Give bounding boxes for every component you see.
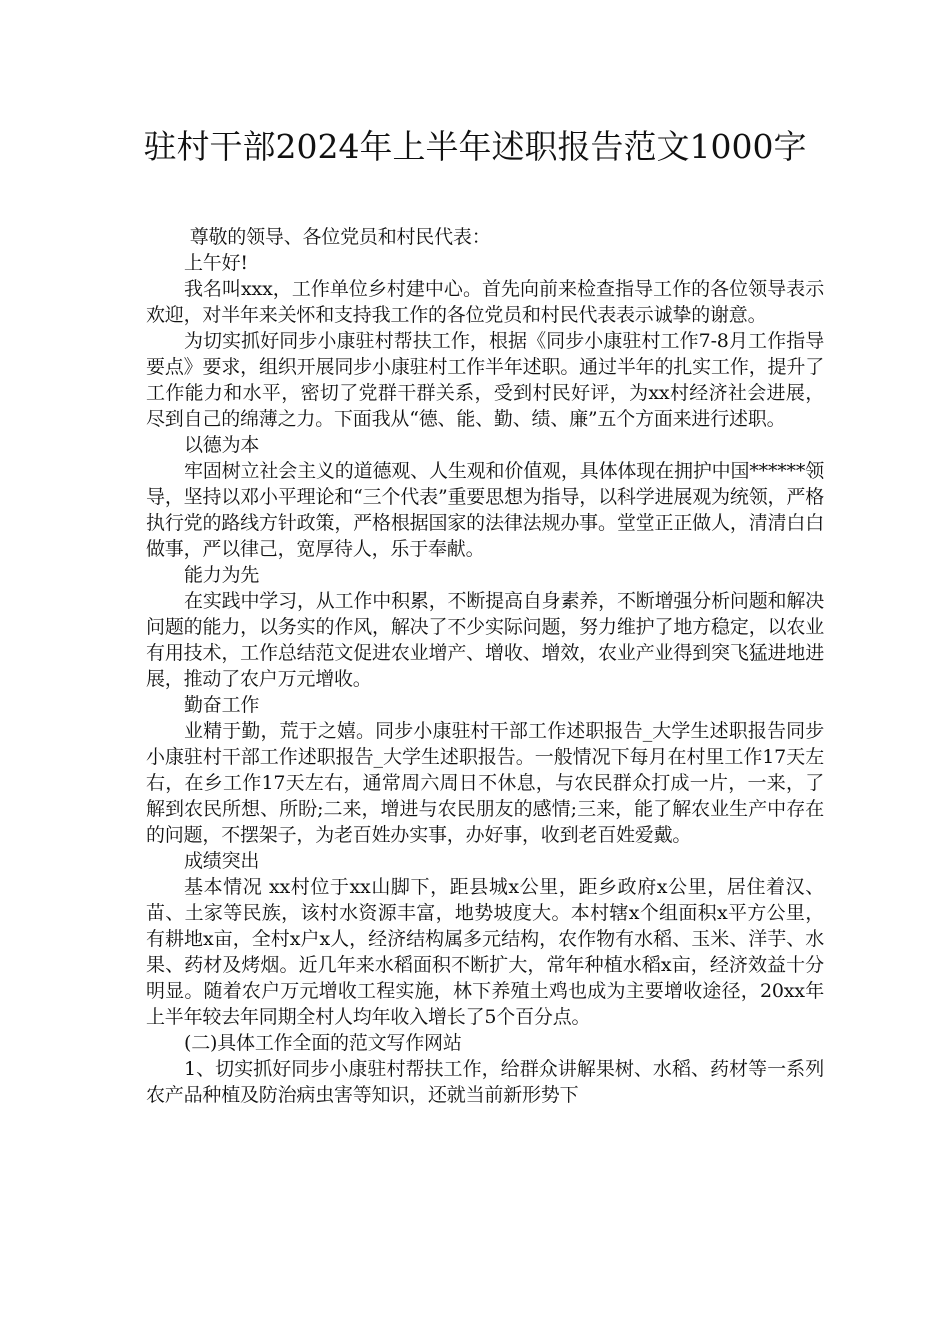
section-heading-diligence: 勤奋工作 <box>184 694 260 716</box>
document-body <box>146 224 824 1108</box>
virtue-paragraph: 牢固树立社会主义的道德观、人生观和价值观，具体体现在拥护中国******领导，坚持以邓小平理论和“三个代表”重要思想为指导，以科学进展观为统领，严格执行党的路线方针政策，严格根据国家的法律法规办事。堂堂正正做人，清清白白做事，严以律己，宽厚待人，乐于奉献。 <box>146 460 824 560</box>
salutation: 尊敬的领导、各位党员和村民代表： <box>189 226 491 248</box>
intro-paragraph: 我名叫xxx，工作单位乡村建中心。首先向前来检查指导工作的各位领导表示欢迎，对半年来关怀和支持我工作的各位党员和村民代表表示诚挚的谢意。 <box>146 278 824 326</box>
specific-work-paragraph: 1、切实抓好同步小康驻村帮扶工作，给群众讲解果树、水稻、药材等一系列农产品种植及防治病虫害等知识，还就当前新形势下 <box>146 1058 824 1106</box>
ability-paragraph: 在实践中学习，从工作中积累，不断提高自身素养，不断增强分析问题和解决问题的能力，以务实的作风，解决了不少实际问题，努力维护了地方稳定，以农业有用技术，工作总结范文促进农业增产、增收、增效，农业产业得到突飞猛进地进展，推动了农户万元增收。 <box>146 590 824 690</box>
section-heading-achievement: 成绩突出 <box>184 850 260 872</box>
document-title: 驻村干部2024年上半年述职报告范文1000字 <box>143 127 807 166</box>
greeting: 上午好! <box>184 252 248 274</box>
section-heading-virtue: 以德为本 <box>184 434 260 456</box>
purpose-paragraph: 为切实抓好同步小康驻村帮扶工作，根据《同步小康驻村工作7-8月工作指导要点》要求，组织开展同步小康驻村工作半年述职。通过半年的扎实工作，提升了工作能力和水平，密切了党群干群关系，受到村民好评，为xx村经济社会进展，尽到自己的绵薄之力。下面我从“德、能、勤、绩、廉”五个方面来进行述职。 <box>146 330 824 430</box>
section-heading-specific-work: (二)具体工作全面的范文写作网站 <box>184 1032 462 1054</box>
diligence-paragraph: 业精于勤，荒于之嬉。同步小康驻村干部工作述职报告_大学生述职报告同步小康驻村干部工作述职报告_大学生述职报告。一般情况下每月在村里工作17天左右，在乡工作17天左右，通常周六周日不休息，与农民群众打成一片，一来，了解到农民所想、所盼;二来，增进与农民朋友的感情;三来，能了解农业生产中存在的问题，不摆架子，为老百姓办实事，办好事，收到老百姓爱戴。 <box>146 720 824 846</box>
achievement-paragraph: 基本情况 xx村位于xx山脚下，距县城x公里，距乡政府x公里，居住着汉、苗、土家等民族，该村水资源丰富，地势坡度大。本村辖x个组面积x平方公里，有耕地x亩，全村x户x人，经济结构属多元结构，农作物有水稻、玉米、洋芋、水果、药材及烤烟。近几年来水稻面积不断扩大，常年种植水稻x亩，经济效益十分明显。随着农户万元增收工程实施，林下养殖土鸡也成为主要增收途径，20xx年上半年较去年同期全村人均年收入增长了5个百分点。 <box>146 876 824 1028</box>
section-heading-ability: 能力为先 <box>184 564 260 586</box>
